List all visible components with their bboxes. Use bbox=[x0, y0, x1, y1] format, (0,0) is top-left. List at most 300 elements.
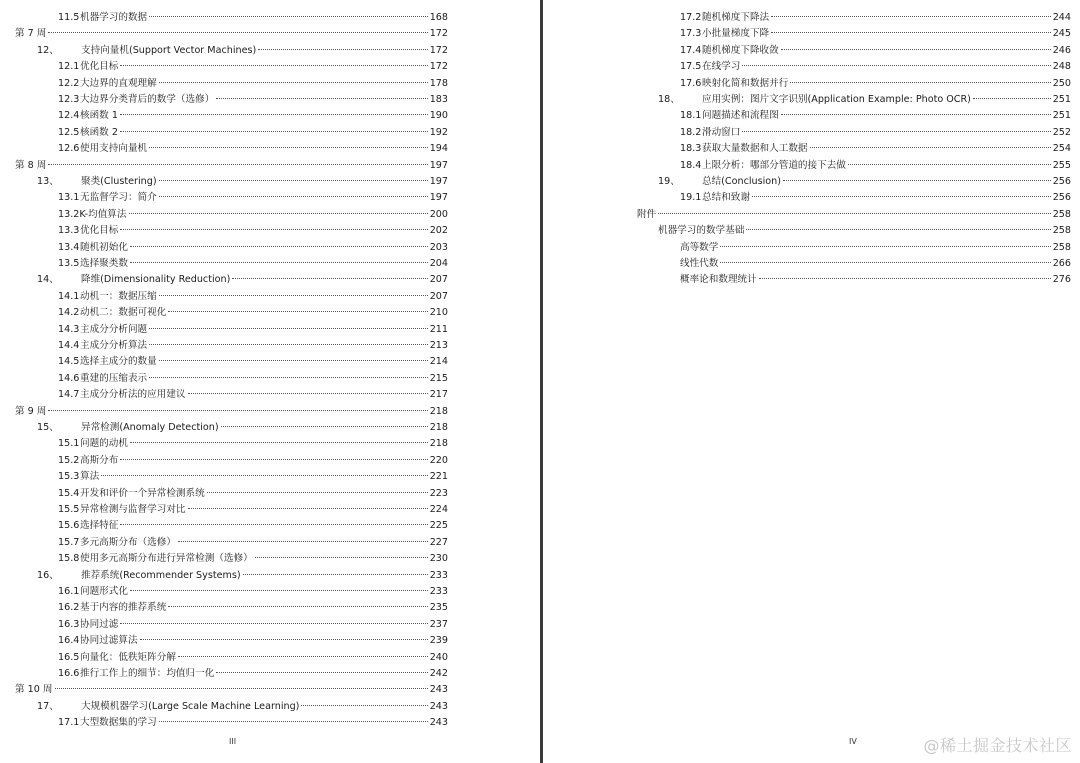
toc-entry-number: 13.4 bbox=[58, 241, 80, 253]
dot-leader bbox=[168, 311, 427, 312]
toc-entry-number: 15.5 bbox=[58, 504, 80, 515]
toc-entry-title: 上限分析：哪部分管道的接下去做 bbox=[702, 159, 846, 171]
dot-leader bbox=[746, 229, 1050, 230]
toc-entry-week-41[interactable] bbox=[15, 682, 448, 698]
toc-entry-title: 使用多元高斯分布进行异常检测（选修） bbox=[80, 553, 253, 565]
toc-entry-title: 优化目标 bbox=[80, 61, 119, 73]
dot-leader bbox=[848, 164, 1051, 165]
toc-entry-page-number: 172 bbox=[429, 28, 448, 40]
toc-entry-page-number: 197 bbox=[429, 176, 448, 187]
toc-entry-number: 16.5 bbox=[58, 651, 80, 663]
dot-leader bbox=[48, 164, 427, 165]
toc-entry-title: 大规模机器学习(Large Scale Machine Learning) bbox=[81, 700, 300, 712]
dot-leader bbox=[120, 524, 427, 525]
toc-entry-16-5[interactable] bbox=[58, 650, 448, 666]
toc-entry-title: 多元高斯分布（选修） bbox=[80, 536, 176, 548]
toc-entry-page-number: 221 bbox=[429, 471, 448, 483]
toc-entry-page-number: 172 bbox=[429, 44, 448, 56]
toc-entry-title: 概率论和数理统计 bbox=[680, 274, 757, 286]
toc-entry-14-3[interactable] bbox=[58, 322, 448, 338]
toc-entry-number: 17.1 bbox=[58, 717, 80, 729]
toc-entry-number: 14.3 bbox=[58, 323, 80, 335]
toc-entry-16-3[interactable] bbox=[58, 617, 448, 633]
toc-entry-title: 使用支持向量机 bbox=[80, 143, 148, 155]
dot-leader bbox=[720, 246, 1050, 247]
toc-entry-15-1[interactable] bbox=[58, 436, 448, 452]
toc-entry-title: 动机二：数据可视化 bbox=[80, 307, 167, 319]
dot-leader bbox=[159, 82, 428, 83]
dot-leader bbox=[159, 721, 428, 722]
toc-entry-page-number: 194 bbox=[429, 143, 448, 155]
toc-entry-number: 18.2 bbox=[680, 126, 702, 138]
toc-entry-title: 向量化：低秩矩阵分解 bbox=[80, 651, 176, 663]
toc-entry-title: 主成分分析算法 bbox=[80, 340, 148, 351]
toc-entry-15-6[interactable] bbox=[58, 518, 448, 534]
toc-entry-title: 核函数 1 bbox=[80, 110, 118, 122]
toc-entry-title: 机器学习的数据 bbox=[80, 12, 148, 23]
toc-entry-number: 17.4 bbox=[680, 44, 702, 56]
toc-entry-13-4[interactable] bbox=[58, 240, 448, 256]
toc-entry-title: 问题形式化 bbox=[80, 586, 128, 597]
toc-entry-title: 选择特征 bbox=[80, 520, 119, 532]
toc-entry-title: 高等数学 bbox=[680, 241, 719, 253]
dot-leader bbox=[149, 16, 428, 17]
toc-entry-title: 优化目标 bbox=[80, 225, 119, 237]
toc-entry-16[interactable] bbox=[37, 568, 448, 584]
toc-entry-title: 重建的压缩表示 bbox=[80, 372, 148, 384]
toc-entry-page-number: 254 bbox=[1052, 143, 1071, 155]
toc-entry-17-6[interactable] bbox=[680, 76, 1071, 92]
toc-entry-18[interactable] bbox=[658, 92, 1071, 108]
toc-entry-13-1[interactable] bbox=[58, 190, 448, 206]
dot-leader bbox=[255, 557, 428, 558]
toc-entry-number: 16.2 bbox=[58, 602, 80, 614]
toc-entry-title: 基于内容的推荐系统 bbox=[80, 602, 167, 614]
dot-leader bbox=[130, 442, 428, 443]
toc-entry-page-number: 256 bbox=[1052, 176, 1071, 187]
dot-leader bbox=[120, 229, 427, 230]
toc-entry-page-number: 204 bbox=[429, 258, 448, 269]
dot-leader bbox=[742, 131, 1050, 132]
toc-entry-page-number: 220 bbox=[429, 454, 448, 466]
dot-leader bbox=[130, 590, 428, 591]
dot-leader bbox=[781, 49, 1051, 50]
dot-leader bbox=[178, 656, 428, 657]
toc-entry-12-3[interactable] bbox=[58, 92, 448, 108]
toc-entry-title: 在线学习 bbox=[702, 61, 741, 73]
dot-leader bbox=[129, 213, 428, 214]
toc-entry-title: 核函数 2 bbox=[80, 126, 118, 138]
toc-entry-page-number: 276 bbox=[1052, 274, 1071, 286]
toc-entry-page-number: 190 bbox=[429, 110, 448, 122]
toc-entry-page-number: 251 bbox=[1052, 94, 1071, 105]
toc-entry-14-5[interactable] bbox=[58, 354, 448, 370]
dot-leader bbox=[101, 475, 428, 476]
dot-leader bbox=[771, 16, 1051, 17]
page-number-left: III bbox=[229, 737, 237, 746]
toc-entry-title: K-均值算法 bbox=[79, 208, 127, 220]
toc-entry-title: 总结(Conclusion) bbox=[702, 176, 781, 187]
toc-entry-title: 问题的动机 bbox=[80, 438, 128, 450]
toc-entry-page-number: 246 bbox=[1052, 44, 1071, 56]
toc-entry-title: 主成分分析法的应用建议 bbox=[80, 389, 186, 401]
watermark: @稀土掘金技术社区 bbox=[923, 736, 1072, 755]
dot-leader bbox=[48, 32, 427, 33]
toc-entry-page-number: 215 bbox=[429, 372, 448, 384]
toc-entry-title: 获取大量数据和人工数据 bbox=[702, 143, 808, 155]
dot-leader bbox=[752, 196, 1051, 197]
toc-entry-page-number: 197 bbox=[429, 159, 448, 171]
toc-entry-page-number: 227 bbox=[429, 536, 448, 548]
toc-entry-page-number: 218 bbox=[429, 438, 448, 450]
toc-entry-title: 开发和评价一个异常检测系统 bbox=[80, 487, 205, 499]
dot-leader bbox=[301, 705, 427, 706]
toc-entry-18-4[interactable] bbox=[680, 158, 1071, 174]
toc-entry-week-9[interactable] bbox=[15, 158, 448, 174]
toc-entry-14-1[interactable] bbox=[58, 289, 448, 305]
dot-leader bbox=[810, 147, 1051, 148]
toc-entry-page-number: 213 bbox=[429, 340, 448, 351]
toc-entry-16-2[interactable] bbox=[58, 600, 448, 616]
toc-entry-number: 16.1 bbox=[58, 586, 80, 597]
toc-entry-page-number: 258 bbox=[1052, 225, 1071, 237]
toc-entry-15-2[interactable] bbox=[58, 453, 448, 469]
toc-entry-17-4[interactable] bbox=[680, 43, 1071, 59]
toc-entry-number: 13.5 bbox=[58, 258, 80, 269]
toc-entry-title: 第 8 周 bbox=[15, 159, 47, 171]
toc-entry-12-2[interactable] bbox=[58, 76, 448, 92]
toc-entry-number: 12.1 bbox=[58, 61, 80, 73]
toc-entry-number: 13.3 bbox=[58, 225, 80, 237]
dot-leader bbox=[188, 508, 428, 509]
toc-entry-number: 15.3 bbox=[58, 471, 80, 483]
toc-entry-number: 15.1 bbox=[58, 438, 80, 450]
toc-entry-page-number: 230 bbox=[429, 553, 448, 565]
toc-entry-title: 大边界分类背后的数学（选修） bbox=[80, 94, 215, 105]
toc-entry-page-number: 266 bbox=[1052, 258, 1071, 269]
dot-leader bbox=[216, 98, 427, 99]
toc-entry-title: 选择主成分的数量 bbox=[80, 356, 157, 368]
toc-entry-number: 13、 bbox=[37, 176, 59, 187]
toc-entry-title: 高斯分布 bbox=[80, 454, 119, 466]
toc-entry-page-number: 243 bbox=[429, 700, 448, 712]
toc-entry-title: 机器学习的数学基础 bbox=[658, 225, 745, 237]
toc-entry-title: 主成分分析问题 bbox=[80, 323, 148, 335]
toc-entry-title: 异常检测与监督学习对比 bbox=[80, 504, 186, 515]
toc-entry-14-2[interactable] bbox=[58, 305, 448, 321]
dot-leader bbox=[790, 82, 1050, 83]
toc-entry-number: 15.4 bbox=[58, 487, 80, 499]
toc-entry-title: 第 10 周 bbox=[15, 684, 53, 696]
toc-entry-number: 13.2 bbox=[58, 208, 80, 220]
toc-entry-number: 13.1 bbox=[58, 192, 80, 204]
toc-entry-page-number: 168 bbox=[429, 12, 448, 23]
toc-entry-title: 异常检测(Anomaly Detection) bbox=[81, 422, 219, 433]
toc-entry-number: 14.6 bbox=[58, 372, 80, 384]
toc-entry-15-3[interactable] bbox=[58, 469, 448, 485]
dot-leader bbox=[130, 246, 428, 247]
toc-entry-17-3[interactable] bbox=[680, 26, 1071, 42]
toc-entry-week-24[interactable] bbox=[15, 404, 448, 420]
toc-entry-appendix-13[interactable] bbox=[658, 223, 1071, 239]
toc-entry-11-5[interactable] bbox=[58, 10, 448, 26]
toc-entry-page-number: 192 bbox=[429, 126, 448, 138]
toc-entry-16-1[interactable] bbox=[58, 584, 448, 600]
toc-entry-page-number: 210 bbox=[429, 307, 448, 319]
toc-entry-number: 12.5 bbox=[58, 126, 80, 138]
dot-leader bbox=[658, 213, 1051, 214]
toc-entry-appendix-sub-14[interactable] bbox=[680, 240, 1071, 256]
toc-entry-19-1[interactable] bbox=[680, 190, 1071, 206]
dot-leader bbox=[120, 623, 427, 624]
toc-entry-14[interactable] bbox=[37, 272, 448, 288]
toc-entry-title: 无监督学习：简介 bbox=[80, 192, 157, 204]
toc-entry-title: 选择聚类数 bbox=[80, 258, 128, 269]
toc-entry-title: 推行工作上的细节：均值归一化 bbox=[80, 668, 215, 679]
toc-entry-15-5[interactable] bbox=[58, 502, 448, 518]
toc-entry-page-number: 218 bbox=[429, 405, 448, 417]
toc-entry-number: 17.3 bbox=[680, 28, 702, 40]
toc-entry-14-4[interactable] bbox=[58, 338, 448, 354]
toc-entry-number: 14.7 bbox=[58, 389, 80, 401]
toc-entry-12[interactable] bbox=[37, 43, 448, 59]
toc-entry-title: 动机一：数据压缩 bbox=[80, 290, 157, 302]
toc-entry-18-2[interactable] bbox=[680, 125, 1071, 141]
toc-entry-15-8[interactable] bbox=[58, 551, 448, 567]
dot-leader bbox=[742, 65, 1050, 66]
dot-leader bbox=[243, 574, 428, 575]
toc-page-right bbox=[543, 0, 1080, 763]
toc-entry-title: 问题描述和流程图 bbox=[702, 110, 779, 122]
dot-leader bbox=[159, 295, 428, 296]
toc-entry-title: 随机初始化 bbox=[80, 241, 128, 253]
toc-entry-number: 14.4 bbox=[58, 340, 80, 351]
toc-entry-page-number: 237 bbox=[429, 618, 448, 630]
toc-entry-17[interactable] bbox=[37, 699, 448, 715]
toc-entry-15[interactable] bbox=[37, 420, 448, 436]
toc-entry-number: 15.7 bbox=[58, 536, 80, 548]
toc-entry-number: 18.4 bbox=[680, 159, 702, 171]
toc-entry-page-number: 251 bbox=[1052, 110, 1071, 122]
toc-entry-page-number: 202 bbox=[429, 225, 448, 237]
dot-leader bbox=[120, 131, 428, 132]
toc-entry-page-number: 250 bbox=[1052, 77, 1071, 89]
dot-leader bbox=[149, 328, 428, 329]
toc-entry-title: 应用实例：图片文字识别(Application Example: Photo OCR) bbox=[702, 94, 971, 105]
toc-entry-15-4[interactable] bbox=[58, 486, 448, 502]
toc-entry-page-number: 217 bbox=[429, 389, 448, 401]
toc-entry-title: 线性代数 bbox=[680, 258, 719, 269]
dot-leader bbox=[207, 492, 428, 493]
toc-entry-title: 滑动窗口 bbox=[702, 126, 741, 138]
dot-leader bbox=[783, 180, 1051, 181]
toc-entry-17-5[interactable] bbox=[680, 59, 1071, 75]
dot-leader bbox=[759, 278, 1051, 279]
toc-entry-page-number: 224 bbox=[429, 504, 448, 515]
toc-entry-14-7[interactable] bbox=[58, 387, 448, 403]
toc-entry-number: 16.3 bbox=[58, 618, 80, 630]
toc-entry-page-number: 235 bbox=[429, 602, 448, 614]
toc-entry-page-number: 214 bbox=[429, 356, 448, 368]
toc-entry-title: 协同过滤 bbox=[80, 618, 119, 630]
toc-entry-title: 降维(Dimensionality Reduction) bbox=[81, 274, 231, 286]
toc-entry-page-number: 258 bbox=[1052, 241, 1071, 253]
toc-entry-page-number: 203 bbox=[429, 241, 448, 253]
toc-entry-14-6[interactable] bbox=[58, 371, 448, 387]
toc-entry-number: 12.3 bbox=[58, 94, 80, 105]
toc-entry-title: 大边界的直观理解 bbox=[80, 77, 157, 89]
toc-entry-number: 14.5 bbox=[58, 356, 80, 368]
toc-entry-page-number: 225 bbox=[429, 520, 448, 532]
dot-leader bbox=[120, 65, 427, 66]
dot-leader bbox=[149, 344, 428, 345]
toc-entry-page-number: 242 bbox=[429, 668, 448, 679]
toc-entry-number: 11.5 bbox=[58, 12, 80, 23]
toc-entry-number: 15.6 bbox=[58, 520, 80, 532]
toc-entry-number: 16.6 bbox=[58, 668, 80, 679]
dot-leader bbox=[258, 49, 427, 50]
toc-entry-13[interactable] bbox=[37, 174, 448, 190]
toc-entry-number: 18.3 bbox=[680, 143, 702, 155]
toc-entry-12-1[interactable] bbox=[58, 59, 448, 75]
toc-entry-title: 随机梯度下降收敛 bbox=[702, 44, 779, 56]
toc-entry-number: 12.4 bbox=[58, 110, 80, 122]
dot-leader bbox=[168, 606, 427, 607]
toc-entry-page-number: 178 bbox=[429, 77, 448, 89]
dot-leader bbox=[216, 672, 427, 673]
toc-entry-week-12[interactable] bbox=[637, 207, 1071, 223]
toc-entry-title: 推荐系统(Recommender Systems) bbox=[81, 569, 241, 581]
toc-entry-appendix-sub-15[interactable] bbox=[680, 256, 1071, 272]
toc-entry-number: 16.4 bbox=[58, 635, 80, 647]
toc-entry-16-6[interactable] bbox=[58, 666, 448, 682]
toc-entry-week-1[interactable] bbox=[15, 26, 448, 42]
toc-entry-13-3[interactable] bbox=[58, 223, 448, 239]
toc-entry-title: 附件 bbox=[637, 208, 657, 220]
toc-entry-17-1[interactable] bbox=[58, 715, 448, 731]
dot-leader bbox=[130, 262, 428, 263]
toc-entry-number: 17.2 bbox=[680, 12, 702, 23]
toc-entry-page-number: 248 bbox=[1052, 61, 1071, 73]
toc-entry-page-number: 200 bbox=[429, 208, 448, 220]
toc-entry-title: 第 9 周 bbox=[15, 405, 47, 417]
toc-entry-number: 19、 bbox=[658, 176, 680, 187]
toc-entry-number: 17、 bbox=[37, 700, 59, 712]
toc-entry-page-number: 223 bbox=[429, 487, 448, 499]
toc-entry-page-number: 211 bbox=[429, 323, 448, 335]
toc-entry-page-number: 172 bbox=[429, 61, 448, 73]
dot-leader bbox=[55, 688, 428, 689]
toc-entry-number: 14、 bbox=[37, 274, 59, 286]
toc-entry-title: 第 7 周 bbox=[15, 28, 47, 40]
dot-leader bbox=[159, 180, 428, 181]
toc-entry-appendix-sub-16[interactable] bbox=[680, 272, 1071, 288]
dot-leader bbox=[178, 541, 428, 542]
dot-leader bbox=[149, 147, 428, 148]
toc-entry-page-number: 252 bbox=[1052, 126, 1071, 138]
toc-entry-page-number: 207 bbox=[429, 290, 448, 302]
toc-entry-page-number: 245 bbox=[1052, 28, 1071, 40]
dot-leader bbox=[232, 278, 427, 279]
toc-entry-12-5[interactable] bbox=[58, 125, 448, 141]
dot-leader bbox=[781, 114, 1051, 115]
toc-entry-number: 12.2 bbox=[58, 77, 80, 89]
toc-entry-page-number: 244 bbox=[1052, 12, 1071, 23]
toc-entry-number: 19.1 bbox=[680, 192, 702, 204]
toc-entry-page-number: 218 bbox=[429, 422, 448, 433]
toc-entry-number: 17.5 bbox=[680, 61, 702, 73]
toc-entry-title: 算法 bbox=[80, 471, 100, 483]
toc-entry-page-number: 233 bbox=[429, 586, 448, 597]
page-number-right: IV bbox=[849, 737, 857, 746]
toc-entry-number: 12.6 bbox=[58, 143, 80, 155]
toc-entry-number: 16、 bbox=[37, 569, 59, 581]
toc-entry-page-number: 255 bbox=[1052, 159, 1071, 171]
toc-entry-title: 总结和致谢 bbox=[702, 192, 750, 204]
toc-entry-13-5[interactable] bbox=[58, 256, 448, 272]
toc-entry-page-number: 240 bbox=[429, 651, 448, 663]
toc-entry-page-number: 207 bbox=[429, 274, 448, 286]
dot-leader bbox=[149, 377, 428, 378]
toc-entry-number: 17.6 bbox=[680, 77, 702, 89]
toc-entry-number: 18、 bbox=[658, 94, 680, 105]
toc-entry-number: 15.2 bbox=[58, 454, 80, 466]
toc-entry-title: 随机梯度下降法 bbox=[702, 12, 770, 23]
dot-leader bbox=[120, 459, 427, 460]
toc-entry-title: 大型数据集的学习 bbox=[80, 717, 157, 729]
toc-entry-12-4[interactable] bbox=[58, 108, 448, 124]
toc-entry-page-number: 239 bbox=[429, 635, 448, 647]
toc-entry-18-3[interactable] bbox=[680, 141, 1071, 157]
toc-entry-number: 14.2 bbox=[58, 307, 80, 319]
toc-entry-number: 15.8 bbox=[58, 553, 80, 565]
toc-entry-12-6[interactable] bbox=[58, 141, 448, 157]
dot-leader bbox=[159, 196, 428, 197]
toc-entry-page-number: 243 bbox=[429, 684, 448, 696]
toc-entry-page-number: 197 bbox=[429, 192, 448, 204]
toc-entry-page-number: 243 bbox=[429, 717, 448, 729]
dot-leader bbox=[720, 262, 1050, 263]
dot-leader bbox=[973, 98, 1051, 99]
dot-leader bbox=[221, 426, 428, 427]
dot-leader bbox=[48, 410, 427, 411]
toc-entry-17-2[interactable] bbox=[680, 10, 1071, 26]
toc-entry-title: 映射化简和数据并行 bbox=[702, 77, 789, 89]
toc-entry-number: 15、 bbox=[37, 422, 59, 433]
toc-entry-page-number: 256 bbox=[1052, 192, 1071, 204]
dot-leader bbox=[771, 32, 1051, 33]
toc-entry-13-2[interactable] bbox=[58, 207, 448, 223]
toc-entry-16-4[interactable] bbox=[58, 633, 448, 649]
toc-entry-page-number: 258 bbox=[1052, 208, 1071, 220]
toc-entry-15-7[interactable] bbox=[58, 535, 448, 551]
toc-entry-page-number: 183 bbox=[429, 94, 448, 105]
toc-entry-title: 聚类(Clustering) bbox=[81, 176, 157, 187]
toc-entry-title: 小批量梯度下降 bbox=[702, 28, 770, 40]
toc-entry-number: 14.1 bbox=[58, 290, 80, 302]
toc-entry-title: 支持向量机(Support Vector Machines) bbox=[81, 44, 257, 56]
toc-entry-title: 协同过滤算法 bbox=[80, 635, 138, 647]
toc-entry-18-1[interactable] bbox=[680, 108, 1071, 124]
toc-entry-number: 12、 bbox=[37, 44, 59, 56]
dot-leader bbox=[188, 393, 428, 394]
dot-leader bbox=[140, 639, 428, 640]
toc-entry-19[interactable] bbox=[658, 174, 1071, 190]
toc-entry-page-number: 233 bbox=[429, 569, 448, 581]
dot-leader bbox=[120, 114, 428, 115]
toc-entry-number: 18.1 bbox=[680, 110, 702, 122]
dot-leader bbox=[159, 360, 428, 361]
